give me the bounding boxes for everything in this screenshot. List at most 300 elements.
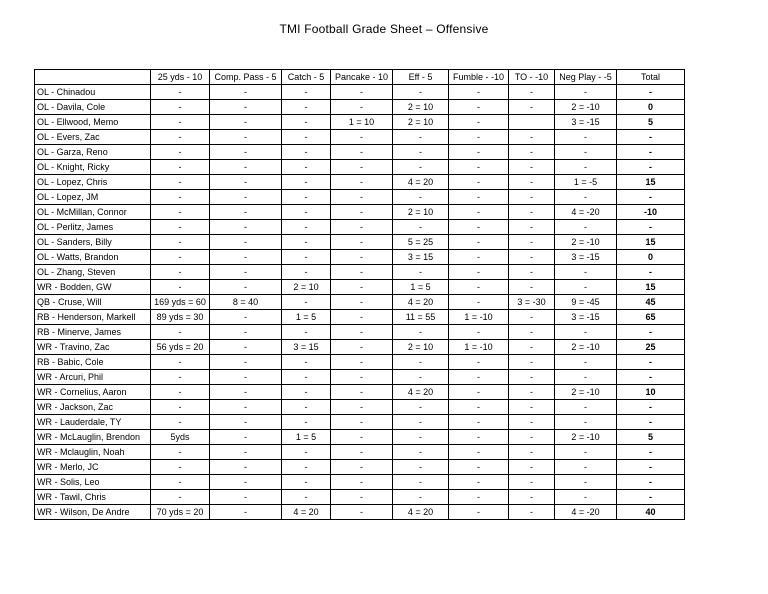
grade-cell: - xyxy=(449,160,509,175)
grade-cell: - xyxy=(555,85,617,100)
grade-cell: - xyxy=(210,430,282,445)
grade-cell: - xyxy=(449,370,509,385)
grade-cell: - xyxy=(151,130,210,145)
grade-cell: - xyxy=(210,250,282,265)
table-row xyxy=(35,445,685,460)
grade-cell: - xyxy=(151,475,210,490)
grade-cell: - xyxy=(555,145,617,160)
grade-cell: - xyxy=(151,370,210,385)
grade-cell: - xyxy=(282,115,331,130)
grade-cell: 4 = 20 xyxy=(393,385,449,400)
grade-cell: - xyxy=(210,340,282,355)
grade-cell: - xyxy=(282,400,331,415)
grade-cell: - xyxy=(210,145,282,160)
grade-cell: - xyxy=(449,250,509,265)
table-row xyxy=(35,85,685,100)
grade-cell: 3 = 15 xyxy=(282,340,331,355)
grade-cell: - xyxy=(151,175,210,190)
grade-cell: - xyxy=(331,400,393,415)
grade-cell: 169 yds = 60 xyxy=(151,295,210,310)
grade-cell: 1 = -10 xyxy=(449,310,509,325)
grade-cell: - xyxy=(151,205,210,220)
total-cell: - xyxy=(617,460,685,475)
grade-cell: - xyxy=(282,265,331,280)
player-name-cell: OL - Garza, Reno xyxy=(35,145,151,160)
grade-cell: - xyxy=(509,85,555,100)
grade-cell: - xyxy=(509,340,555,355)
grade-cell: - xyxy=(393,370,449,385)
grade-cell: - xyxy=(449,265,509,280)
grade-cell: - xyxy=(151,100,210,115)
grade-cell: - xyxy=(509,415,555,430)
player-name-cell: OL - Perlitz, James xyxy=(35,220,151,235)
grade-cell: - xyxy=(210,220,282,235)
table-row xyxy=(35,250,685,265)
table-row xyxy=(35,310,685,325)
total-cell: - xyxy=(617,370,685,385)
grade-cell: - xyxy=(449,460,509,475)
grade-cell: - xyxy=(509,100,555,115)
player-name-cell: WR - Bodden, GW xyxy=(35,280,151,295)
to-column-header: TO - -10 xyxy=(509,70,555,85)
grade-cell: 3 = -15 xyxy=(555,310,617,325)
grade-cell: - xyxy=(210,445,282,460)
grade-cell: - xyxy=(282,250,331,265)
grade-cell xyxy=(509,115,555,130)
total-cell: - xyxy=(617,160,685,175)
player-name-cell: QB - Cruse, Will xyxy=(35,295,151,310)
player-name-cell: OL - Ellwood, Memo xyxy=(35,115,151,130)
grade-cell: - xyxy=(393,325,449,340)
total-cell: 0 xyxy=(617,100,685,115)
grade-cell: - xyxy=(151,265,210,280)
total-cell: - xyxy=(617,490,685,505)
grade-cell: - xyxy=(449,295,509,310)
comp-pass-column-header: Comp. Pass - 5 xyxy=(210,70,282,85)
grade-cell: - xyxy=(509,220,555,235)
total-cell: 45 xyxy=(617,295,685,310)
grade-cell: - xyxy=(210,355,282,370)
grade-cell: - xyxy=(555,220,617,235)
grade-cell: 3 = 15 xyxy=(393,250,449,265)
player-name-cell: OL - Sanders, Billy xyxy=(35,235,151,250)
grade-cell: - xyxy=(210,505,282,520)
grade-cell: - xyxy=(449,445,509,460)
grade-cell: 1 = 5 xyxy=(393,280,449,295)
grade-cell: 1 = 10 xyxy=(331,115,393,130)
grade-cell: - xyxy=(449,115,509,130)
grade-cell: - xyxy=(282,370,331,385)
grade-cell: - xyxy=(282,445,331,460)
table-row xyxy=(35,475,685,490)
total-cell: 65 xyxy=(617,310,685,325)
grade-cell: - xyxy=(509,130,555,145)
grade-cell: - xyxy=(331,190,393,205)
grade-cell: 5 = 25 xyxy=(393,235,449,250)
total-cell: - xyxy=(617,400,685,415)
grade-cell: - xyxy=(509,310,555,325)
table-row xyxy=(35,130,685,145)
table-row xyxy=(35,295,685,310)
grade-cell: - xyxy=(509,430,555,445)
grade-cell: - xyxy=(210,85,282,100)
grade-cell: - xyxy=(151,385,210,400)
player-name-cell: WR - Solis, Leo xyxy=(35,475,151,490)
total-cell: - xyxy=(617,325,685,340)
grade-cell: - xyxy=(331,100,393,115)
total-cell: - xyxy=(617,445,685,460)
grade-cell: - xyxy=(509,460,555,475)
grade-cell: - xyxy=(449,205,509,220)
table-row xyxy=(35,145,685,160)
grade-cell: 1 = 5 xyxy=(282,430,331,445)
grade-cell: - xyxy=(210,190,282,205)
grade-cell: - xyxy=(509,280,555,295)
player-name-cell: WR - Merlo, JC xyxy=(35,460,151,475)
grade-cell: - xyxy=(282,145,331,160)
grade-cell: 4 = 20 xyxy=(393,505,449,520)
total-cell: - xyxy=(617,190,685,205)
player-name-cell: WR - Lauderdale, TY xyxy=(35,415,151,430)
grade-cell: - xyxy=(509,145,555,160)
grade-cell: - xyxy=(449,505,509,520)
player-name-cell: OL - Davila, Cole xyxy=(35,100,151,115)
grade-cell: - xyxy=(449,385,509,400)
grade-cell: - xyxy=(210,130,282,145)
grade-cell: - xyxy=(282,235,331,250)
grade-cell: - xyxy=(449,235,509,250)
total-cell: -10 xyxy=(617,205,685,220)
grade-cell: - xyxy=(555,280,617,295)
player-name-cell: OL - Lopez, Chris xyxy=(35,175,151,190)
table-header-row xyxy=(35,70,685,85)
total-cell: - xyxy=(617,220,685,235)
grade-cell: - xyxy=(331,130,393,145)
grade-cell: - xyxy=(210,460,282,475)
grade-cell: 2 = 10 xyxy=(393,340,449,355)
table-row xyxy=(35,235,685,250)
grade-cell: - xyxy=(282,100,331,115)
grade-cell: - xyxy=(555,400,617,415)
grade-cell: - xyxy=(393,445,449,460)
table-row xyxy=(35,190,685,205)
grade-cell: 5yds xyxy=(151,430,210,445)
total-cell: - xyxy=(617,85,685,100)
grade-cell: - xyxy=(331,340,393,355)
grade-cell: 8 = 40 xyxy=(210,295,282,310)
grade-cell: - xyxy=(509,490,555,505)
yds-column-header: 25 yds - 10 xyxy=(151,70,210,85)
grade-cell: - xyxy=(210,265,282,280)
grade-cell: 4 = 20 xyxy=(282,505,331,520)
grade-cell: - xyxy=(282,205,331,220)
table-row xyxy=(35,100,685,115)
grade-cell: - xyxy=(210,415,282,430)
grade-table xyxy=(34,69,685,520)
grade-cell: - xyxy=(331,175,393,190)
grade-cell: - xyxy=(331,385,393,400)
grade-cell: - xyxy=(282,160,331,175)
grade-cell: - xyxy=(449,145,509,160)
grade-cell: - xyxy=(331,205,393,220)
grade-cell: - xyxy=(555,325,617,340)
table-row xyxy=(35,430,685,445)
grade-cell: - xyxy=(331,85,393,100)
total-cell: 15 xyxy=(617,280,685,295)
grade-cell: - xyxy=(509,355,555,370)
grade-cell: - xyxy=(282,175,331,190)
grade-cell: - xyxy=(509,190,555,205)
grade-cell: 2 = -10 xyxy=(555,340,617,355)
player-name-cell: OL - Knight, Ricky xyxy=(35,160,151,175)
total-cell: 5 xyxy=(617,430,685,445)
total-cell: 40 xyxy=(617,505,685,520)
table-row xyxy=(35,415,685,430)
grade-cell: 4 = 20 xyxy=(393,295,449,310)
grade-cell: - xyxy=(210,280,282,295)
grade-cell: - xyxy=(282,190,331,205)
table-row xyxy=(35,370,685,385)
total-cell: - xyxy=(617,475,685,490)
grade-cell: - xyxy=(151,445,210,460)
grade-cell: - xyxy=(449,325,509,340)
grade-cell: - xyxy=(151,490,210,505)
grade-cell: - xyxy=(151,160,210,175)
grade-cell: - xyxy=(282,460,331,475)
grade-cell: - xyxy=(509,250,555,265)
grade-cell: - xyxy=(210,310,282,325)
grade-cell: - xyxy=(210,100,282,115)
grade-cell: - xyxy=(282,415,331,430)
total-cell: 5 xyxy=(617,115,685,130)
grade-cell: 3 = -15 xyxy=(555,115,617,130)
grade-cell: - xyxy=(393,85,449,100)
grade-cell: - xyxy=(331,310,393,325)
grade-cell: - xyxy=(509,235,555,250)
grade-cell: - xyxy=(555,460,617,475)
grade-cell: - xyxy=(393,130,449,145)
grade-cell: 2 = -10 xyxy=(555,430,617,445)
grade-cell: - xyxy=(331,280,393,295)
grade-cell: - xyxy=(282,85,331,100)
table-row xyxy=(35,355,685,370)
grade-cell: - xyxy=(331,445,393,460)
grade-cell: - xyxy=(151,145,210,160)
grade-cell: - xyxy=(509,400,555,415)
table-body xyxy=(35,85,685,520)
grade-cell: - xyxy=(331,250,393,265)
grade-cell: - xyxy=(509,445,555,460)
grade-cell: 1 = -5 xyxy=(555,175,617,190)
grade-cell: - xyxy=(151,280,210,295)
table-row xyxy=(35,400,685,415)
grade-cell: - xyxy=(210,400,282,415)
grade-cell: - xyxy=(393,145,449,160)
grade-cell: - xyxy=(509,175,555,190)
grade-cell: - xyxy=(282,325,331,340)
player-name-cell: OL - Watts, Brandon xyxy=(35,250,151,265)
grade-cell: - xyxy=(449,415,509,430)
grade-cell: - xyxy=(210,160,282,175)
table-row xyxy=(35,175,685,190)
grade-cell: - xyxy=(449,490,509,505)
grade-cell: - xyxy=(509,160,555,175)
grade-cell: - xyxy=(393,265,449,280)
grade-cell: - xyxy=(331,145,393,160)
grade-cell: - xyxy=(509,205,555,220)
grade-cell: - xyxy=(449,280,509,295)
grade-cell: - xyxy=(151,235,210,250)
grade-cell: - xyxy=(331,460,393,475)
grade-cell: 2 = -10 xyxy=(555,100,617,115)
grade-cell: - xyxy=(282,490,331,505)
grade-cell: - xyxy=(151,85,210,100)
grade-cell: - xyxy=(555,355,617,370)
player-name-cell: WR - Arcuri, Phil xyxy=(35,370,151,385)
grade-cell: - xyxy=(282,220,331,235)
total-cell: - xyxy=(617,130,685,145)
grade-cell: - xyxy=(282,385,331,400)
table-row xyxy=(35,460,685,475)
grade-cell: - xyxy=(331,235,393,250)
catch-column-header: Catch - 5 xyxy=(282,70,331,85)
table-row xyxy=(35,490,685,505)
player-name-cell: WR - Tawil, Chris xyxy=(35,490,151,505)
grade-cell: - xyxy=(210,175,282,190)
grade-cell: - xyxy=(393,460,449,475)
grade-cell: 70 yds = 20 xyxy=(151,505,210,520)
grade-cell: - xyxy=(555,475,617,490)
grade-cell: - xyxy=(282,475,331,490)
grade-cell: - xyxy=(331,475,393,490)
grade-cell: - xyxy=(449,355,509,370)
grade-cell: 3 = -15 xyxy=(555,250,617,265)
grade-cell: - xyxy=(555,190,617,205)
table-row xyxy=(35,220,685,235)
player-name-cell: OL - Zhang, Steven xyxy=(35,265,151,280)
grade-cell: - xyxy=(210,235,282,250)
grade-cell: - xyxy=(151,115,210,130)
player-column-header xyxy=(35,70,151,85)
grade-cell: - xyxy=(151,460,210,475)
grade-cell: - xyxy=(555,160,617,175)
grade-cell: - xyxy=(449,400,509,415)
grade-cell: - xyxy=(210,385,282,400)
grade-cell: - xyxy=(331,370,393,385)
player-name-cell: RB - Henderson, Markell xyxy=(35,310,151,325)
grade-cell: - xyxy=(331,160,393,175)
grade-cell: - xyxy=(555,445,617,460)
grade-cell: 9 = -45 xyxy=(555,295,617,310)
table-row xyxy=(35,280,685,295)
grade-cell: - xyxy=(393,430,449,445)
total-cell: - xyxy=(617,145,685,160)
grade-cell: - xyxy=(449,190,509,205)
grade-cell: - xyxy=(449,430,509,445)
grade-cell: 4 = -20 xyxy=(555,505,617,520)
grade-cell: - xyxy=(555,490,617,505)
grade-cell: - xyxy=(210,205,282,220)
grade-cell: 1 = -10 xyxy=(449,340,509,355)
table-row xyxy=(35,340,685,355)
grade-cell: - xyxy=(331,295,393,310)
grade-cell: - xyxy=(449,130,509,145)
grade-cell: - xyxy=(449,85,509,100)
grade-cell: - xyxy=(555,265,617,280)
grade-cell: 2 = -10 xyxy=(555,235,617,250)
grade-cell: - xyxy=(151,220,210,235)
grade-cell: - xyxy=(210,475,282,490)
grade-cell: - xyxy=(331,325,393,340)
grade-cell: 2 = 10 xyxy=(393,100,449,115)
total-cell: 15 xyxy=(617,175,685,190)
table-row xyxy=(35,265,685,280)
table-row xyxy=(35,505,685,520)
grade-cell: - xyxy=(151,325,210,340)
grade-cell: - xyxy=(151,415,210,430)
grade-cell: 4 = 20 xyxy=(393,175,449,190)
player-name-cell: WR - Jackson, Zac xyxy=(35,400,151,415)
grade-cell: - xyxy=(331,430,393,445)
grade-cell: 4 = -20 xyxy=(555,205,617,220)
grade-cell: - xyxy=(509,385,555,400)
grade-cell: - xyxy=(393,355,449,370)
grade-cell: 1 = 5 xyxy=(282,310,331,325)
table-row xyxy=(35,385,685,400)
table-row xyxy=(35,160,685,175)
player-name-cell: WR - Cornelius, Aaron xyxy=(35,385,151,400)
grade-cell: - xyxy=(509,265,555,280)
grade-cell: 3 = -30 xyxy=(509,295,555,310)
table-row xyxy=(35,115,685,130)
grade-cell: - xyxy=(210,370,282,385)
total-cell: 25 xyxy=(617,340,685,355)
player-name-cell: OL - Lopez, JM xyxy=(35,190,151,205)
grade-cell: - xyxy=(509,505,555,520)
grade-cell: 2 = 10 xyxy=(393,115,449,130)
grade-cell: - xyxy=(331,220,393,235)
grade-cell: 2 = 10 xyxy=(282,280,331,295)
neg-play-column-header: Neg Play - -5 xyxy=(555,70,617,85)
grade-cell: - xyxy=(509,325,555,340)
player-name-cell: OL - McMillan, Connor xyxy=(35,205,151,220)
grade-cell: - xyxy=(393,190,449,205)
total-cell: 0 xyxy=(617,250,685,265)
page-title: TMI Football Grade Sheet – Offensive xyxy=(279,22,489,36)
grade-cell: 56 yds = 20 xyxy=(151,340,210,355)
grade-cell: - xyxy=(449,220,509,235)
total-cell: - xyxy=(617,415,685,430)
player-name-cell: WR - Travino, Zac xyxy=(35,340,151,355)
grade-cell: - xyxy=(331,505,393,520)
grade-cell: 89 yds = 30 xyxy=(151,310,210,325)
player-name-cell: WR - Wilson, De Andre xyxy=(35,505,151,520)
grade-cell: 11 = 55 xyxy=(393,310,449,325)
total-cell: 15 xyxy=(617,235,685,250)
player-name-cell: OL - Evers, Zac xyxy=(35,130,151,145)
player-name-cell: WR - Mclauglin, Noah xyxy=(35,445,151,460)
total-cell: - xyxy=(617,355,685,370)
grade-cell: - xyxy=(282,355,331,370)
grade-cell: - xyxy=(331,490,393,505)
eff-column-header: Eff - 5 xyxy=(393,70,449,85)
fumble-column-header: Fumble - -10 xyxy=(449,70,509,85)
table-row xyxy=(35,205,685,220)
grade-cell: - xyxy=(555,130,617,145)
grade-cell: - xyxy=(393,400,449,415)
grade-cell: - xyxy=(282,295,331,310)
grade-cell: - xyxy=(151,400,210,415)
